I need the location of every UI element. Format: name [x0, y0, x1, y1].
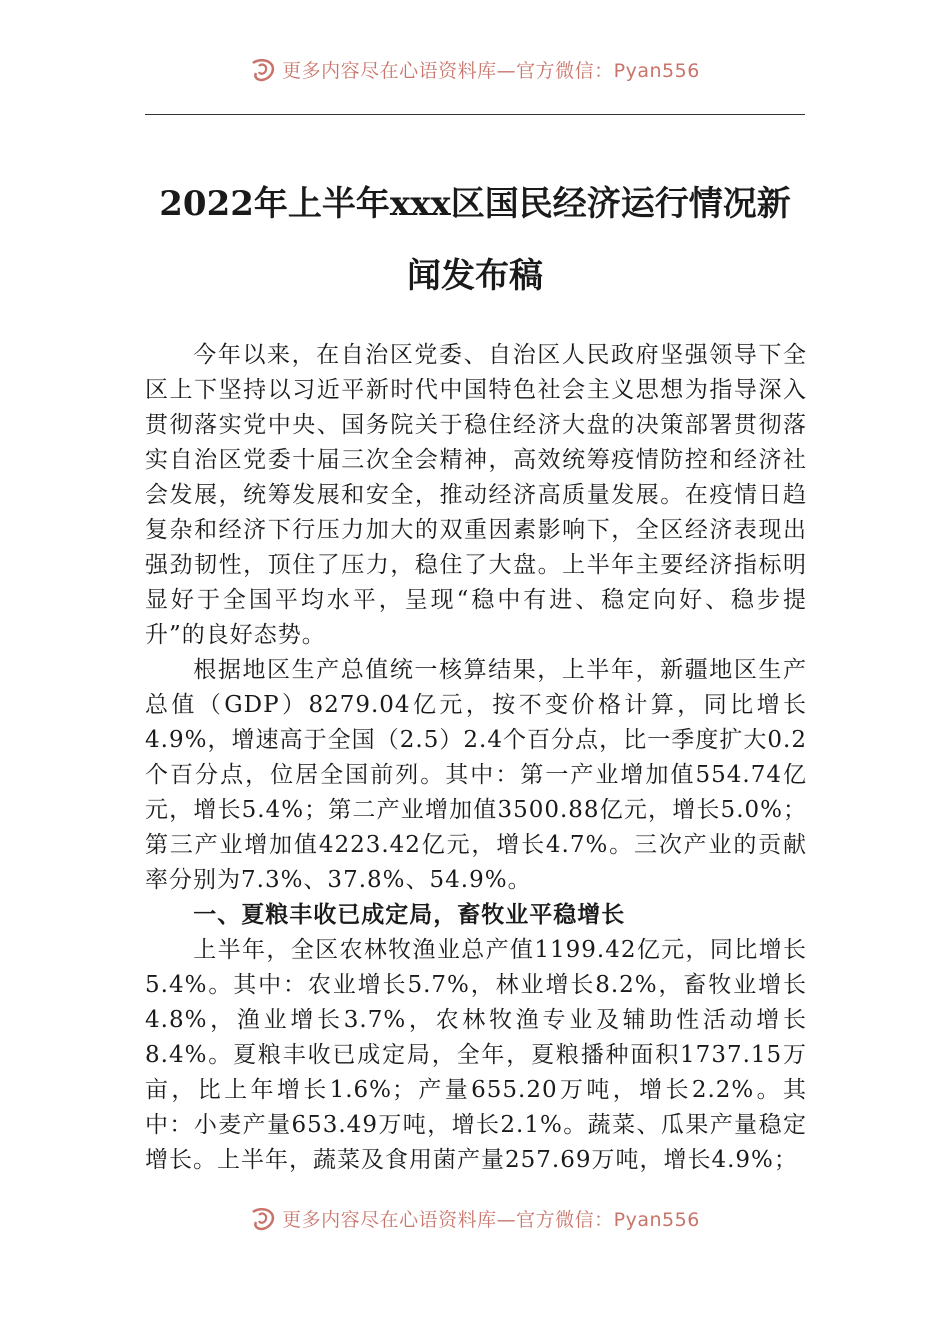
footer-watermark	[250, 1205, 700, 1232]
paragraph-gdp: 根据地区生产总值统一核算结果，上半年，新疆地区生产总值（GDP）8279.04亿元，按不变价格计算，同比增长4.9%，增速高于全国（2.5）2.4个百分点，比一季度扩大0.2个百分点，位居全国前列。其中：第一产业增加值554.74亿元，增长5.4%；第二产业增加值3500.88亿元，增长5.0%；第三产业增加值4223.42亿元，增长4.7%。三次产业的贡献率分别为7.3%、37.8%、54.9%。	[145, 657, 807, 893]
paragraph-agriculture: 上半年，全区农林牧渔业总产值1199.42亿元，同比增长5.4%。其中：农业增长5.7%，林业增长8.2%，畜牧业增长4.8%，渔业增长3.7%，农林牧渔专业及辅助性活动增长8.4%。夏粮丰收已成定局，全年，夏粮播种面积1737.15万亩，比上年增长1.6%；产量655.20万吨，增长2.2%。其中：小麦产量653.49万吨，增长2.1%。蔬菜、瓜果产量稳定增长。上半年，蔬菜及食用菌产量257.69万吨，增长4.9%；	[145, 937, 807, 1173]
footer-watermark-text: 更多内容尽在心语资料库—官方微信：Pyan556	[282, 1209, 700, 1231]
watermark-logo-icon	[250, 57, 276, 83]
paragraph-intro: 今年以来，在自治区党委、自治区人民政府坚强领导下全区上下坚持以习近平新时代中国特色社会主义思想为指导深入贯彻落实党中央、国务院关于稳住经济大盘的决策部署贯彻落实自治区党委十届三次全会精神，高效统筹疫情防控和经济社会发展，统筹发展和安全，推动经济高质量发展。在疫情日趋复杂和经济下行压力加大的双重因素影响下，全区经济表现出强劲韧性，顶住了压力，稳住了大盘。上半年主要经济指标明显好于全国平均水平，呈现“稳中有进、稳定向好、稳步提升”的良好态势。	[145, 342, 807, 648]
page-header	[0, 56, 950, 90]
header-watermark-text: 更多内容尽在心语资料库—官方微信：Pyan556	[282, 60, 700, 82]
section-heading-agriculture: 一、夏粮丰收已成定局，畜牧业平稳增长	[193, 902, 626, 928]
watermark-logo-icon	[250, 1206, 276, 1232]
header-divider	[145, 114, 805, 115]
document-body	[145, 338, 807, 1178]
page-footer	[0, 1205, 950, 1239]
document-title: 2022年上半年xxx区国民经济运行情况新闻发布稿	[159, 184, 791, 296]
header-watermark	[250, 56, 700, 83]
